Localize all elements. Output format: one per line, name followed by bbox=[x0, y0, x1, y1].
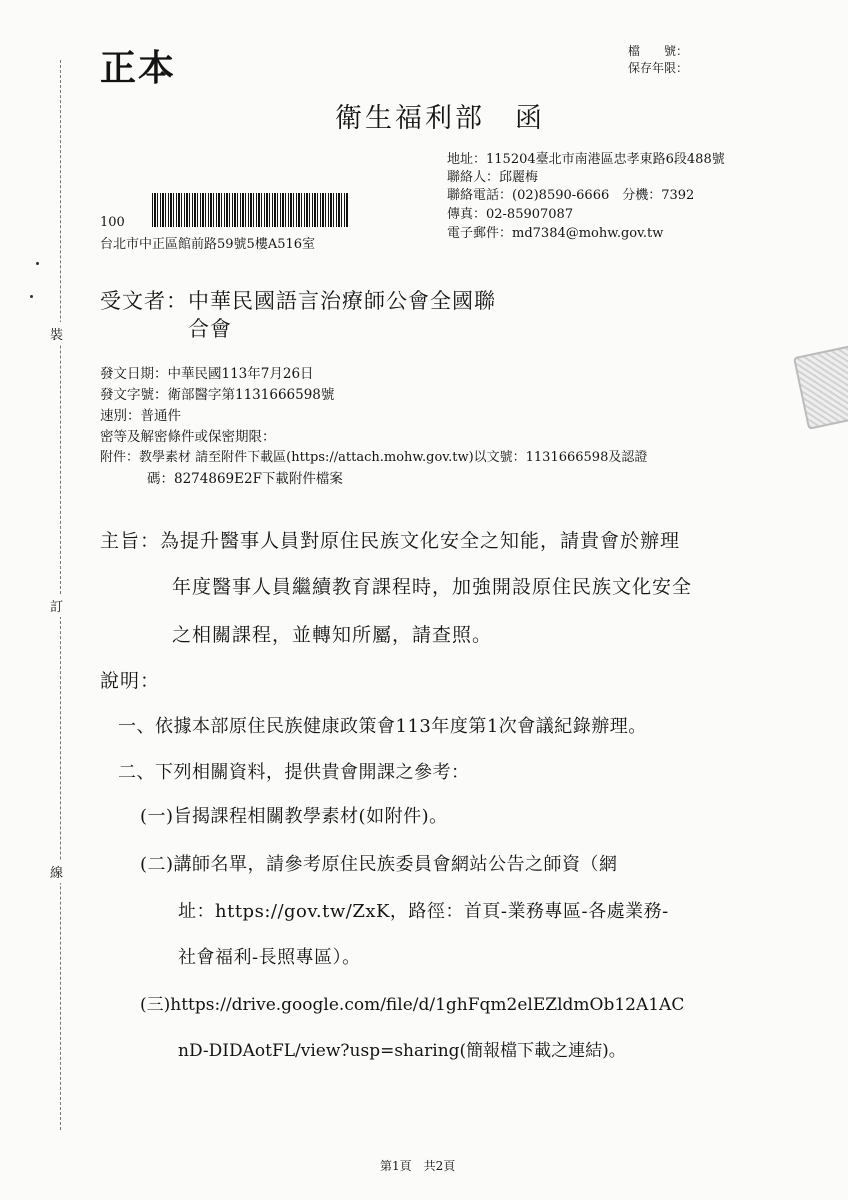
explanation-heading: 說明： bbox=[100, 670, 161, 692]
subject-line-1: 主旨：為提升醫事人員對原住民族文化安全之知能，請貴會於辦理 bbox=[100, 530, 681, 552]
binding-mark-zhuang: 裝 bbox=[50, 322, 63, 345]
binding-mark-ding: 訂 bbox=[50, 594, 63, 617]
contact-email: 電子郵件：md7384@mohw.gov.tw bbox=[447, 226, 664, 241]
agency-title: 衛生福利部 函 bbox=[335, 103, 545, 134]
subject-line-2: 年度醫事人員繼續教育課程時，加強開設原住民族文化安全 bbox=[172, 576, 693, 598]
document-number: 發文字號：衛部醫字第1131666598號 bbox=[100, 387, 335, 403]
delivery-speed: 速別：普通件 bbox=[100, 408, 181, 424]
postal-barcode bbox=[152, 193, 348, 227]
attachment-line-2: 碼：8274869E2F下載附件檔案 bbox=[147, 471, 343, 487]
contact-fax: 傳真：02-85907087 bbox=[447, 207, 574, 222]
explanation-item-1: 一、依據本部原住民族健康政策會113年度第1次會議紀錄辦理。 bbox=[118, 716, 647, 737]
explanation-sub-2-line-3: 社會福利-長照專區）。 bbox=[178, 947, 361, 968]
recipient-line-2: 合會 bbox=[188, 317, 232, 341]
retention-label: 保存年限： bbox=[628, 61, 689, 75]
page-number: 第1頁 共2頁 bbox=[380, 1159, 456, 1173]
recipient-line-1: 受文者：中華民國語言治療師公會全國聯 bbox=[100, 289, 496, 313]
punch-dot bbox=[36, 262, 39, 265]
explanation-sub-3-line-1: (三)https://drive.google.com/file/d/1ghFqm2elEZldmOb12A1AC bbox=[140, 995, 685, 1015]
explanation-sub-3-line-2: nD-DIDAotFL/view?usp=sharing(簡報檔下載之連結)。 bbox=[178, 1041, 626, 1061]
binding-mark-xian: 線 bbox=[50, 860, 63, 883]
edge-seal-stamp bbox=[793, 344, 848, 430]
contact-phone: 聯絡電話：(02)8590-6666 分機：7392 bbox=[447, 188, 695, 203]
explanation-sub-1: (一)旨揭課程相關教學素材(如附件)。 bbox=[140, 806, 448, 827]
subject-line-3: 之相關課程，並轉知所屬，請查照。 bbox=[172, 624, 493, 646]
postal-code: 100 bbox=[100, 215, 125, 230]
contact-address: 地址：115204臺北市南港區忠孝東路6段488號 bbox=[447, 152, 725, 167]
secrecy-level: 密等及解密條件或保密期限： bbox=[100, 429, 276, 445]
explanation-sub-2-line-2: 址：https://gov.tw/ZxK，路徑：首頁-業務專區-各處業務- bbox=[178, 901, 669, 922]
explanation-sub-2-line-1: (二)講師名單，請參考原住民族委員會網站公告之師資（網 bbox=[140, 854, 618, 875]
punch-dot bbox=[30, 295, 33, 298]
contact-person: 聯絡人：邱麗梅 bbox=[447, 170, 539, 185]
file-number-label: 檔 號： bbox=[628, 44, 689, 58]
explanation-item-2: 二、下列相關資料，提供貴會開課之參考： bbox=[118, 762, 470, 783]
attachment-line-1: 附件：教學素材 請至附件下載區(https://attach.mohw.gov.tw)以文號：1131666598及認證 bbox=[100, 450, 648, 465]
issue-date: 發文日期：中華民國113年7月26日 bbox=[100, 366, 314, 382]
mailing-address: 台北市中正區館前路59號5樓A516室 bbox=[100, 237, 316, 252]
copy-mark: 正本 bbox=[100, 47, 177, 89]
